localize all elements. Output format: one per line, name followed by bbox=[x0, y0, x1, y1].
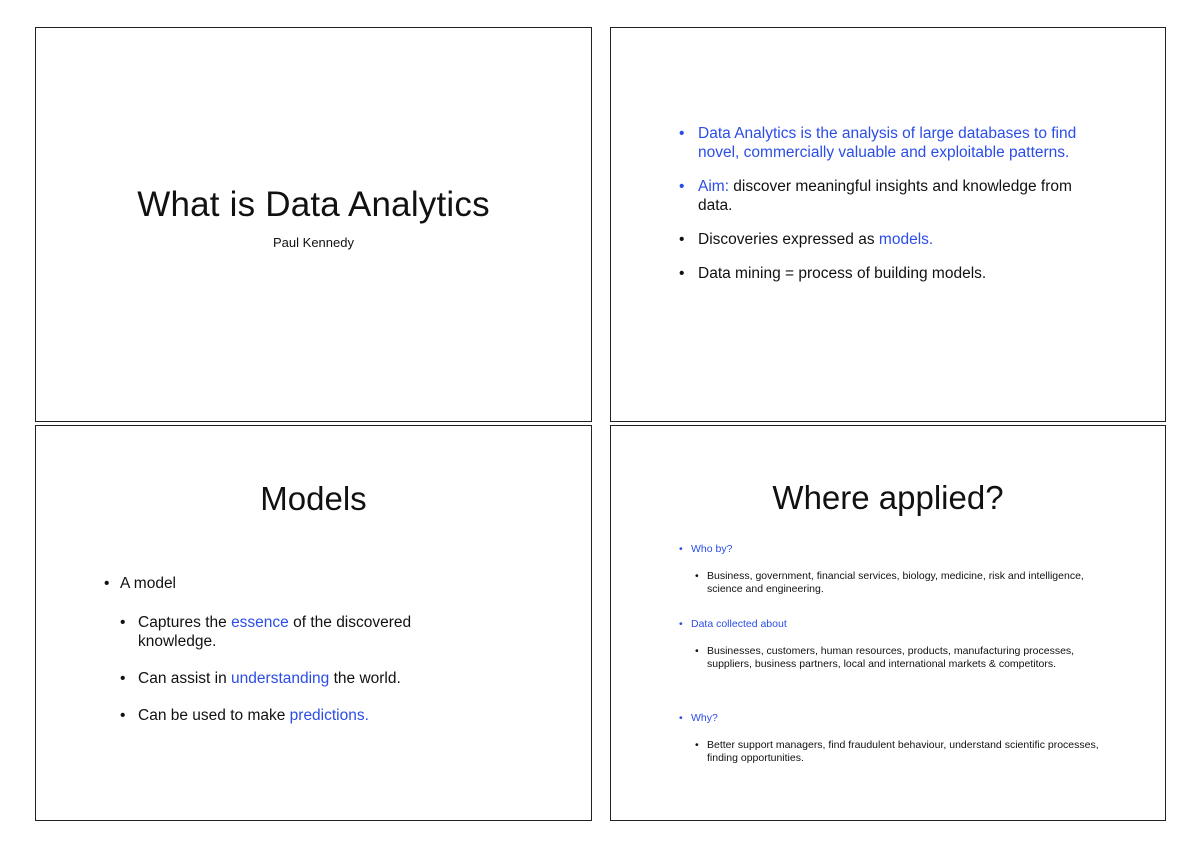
bullet-icon: • bbox=[679, 618, 683, 630]
list-item bbox=[679, 177, 1099, 215]
definition-list bbox=[679, 124, 1099, 298]
list-item bbox=[120, 613, 468, 651]
section-body-text: Businesses, customers, human resources, products, manufacturing processes, suppliers, business partners, local and international markets & competitors. bbox=[707, 645, 1075, 670]
bullet-icon: • bbox=[679, 178, 685, 195]
aim-label: Aim: bbox=[698, 178, 729, 195]
section-who-by bbox=[679, 542, 1119, 595]
bullet-icon: • bbox=[695, 645, 699, 657]
list-item bbox=[120, 669, 468, 688]
section-body-text: Business, government, financial services, biology, medicine, risk and intelligence, science and engineering. bbox=[707, 570, 1084, 595]
section-heading bbox=[679, 617, 1119, 631]
section-body bbox=[695, 570, 1105, 595]
section-heading-text: Data collected about bbox=[691, 618, 787, 630]
section-body bbox=[695, 645, 1105, 670]
bullet-icon: • bbox=[679, 543, 683, 555]
subitem-text: the world. bbox=[329, 670, 401, 687]
slide-definition bbox=[610, 27, 1166, 422]
slide-where-applied-heading: Where applied? bbox=[772, 479, 1004, 516]
slide-title-heading: What is Data Analytics bbox=[137, 185, 490, 224]
models-sublist bbox=[120, 613, 504, 725]
list-item bbox=[679, 124, 1099, 162]
section-heading bbox=[679, 542, 1119, 556]
predictions-highlight: predictions. bbox=[289, 707, 369, 724]
essence-highlight: essence bbox=[231, 614, 289, 631]
list-item bbox=[679, 264, 1099, 283]
bullet-icon: • bbox=[679, 712, 683, 724]
list-item bbox=[120, 706, 468, 725]
section-heading bbox=[679, 711, 1119, 725]
bullet-icon: • bbox=[679, 265, 685, 282]
section-data-collected bbox=[679, 617, 1119, 670]
data-mining-text: Data mining = process of building models. bbox=[698, 265, 987, 282]
slide-models-heading: Models bbox=[260, 480, 367, 517]
slide-models bbox=[35, 425, 592, 821]
models-list bbox=[104, 574, 504, 743]
bullet-icon: • bbox=[120, 707, 126, 724]
list-item bbox=[679, 230, 1099, 249]
section-body bbox=[695, 739, 1105, 764]
list-item bbox=[104, 574, 504, 725]
subitem-text: Can assist in bbox=[138, 670, 232, 687]
definition-text: Data Analytics is the analysis of large databases to find novel, commercially valuable and exploitable patterns. bbox=[698, 125, 1077, 161]
bullet-icon: • bbox=[695, 570, 699, 582]
bullet-icon: • bbox=[695, 739, 699, 751]
bullet-icon: • bbox=[104, 575, 110, 592]
section-heading-text: Who by? bbox=[691, 543, 733, 555]
model-item-text: A model bbox=[120, 575, 177, 592]
section-why bbox=[679, 711, 1119, 764]
bullet-icon: • bbox=[679, 231, 685, 248]
slide-title bbox=[35, 27, 592, 422]
bullet-icon: • bbox=[120, 670, 126, 687]
aim-text: discover meaningful insights and knowledge from data. bbox=[698, 178, 1072, 214]
understanding-highlight: understanding bbox=[231, 670, 330, 687]
subitem-text: of the discovered knowledge. bbox=[138, 614, 412, 650]
slide-where-applied bbox=[610, 425, 1166, 821]
discoveries-text: Discoveries expressed as bbox=[698, 231, 879, 248]
subitem-text: Captures the bbox=[138, 614, 232, 631]
bullet-icon: • bbox=[120, 614, 126, 631]
section-body-text: Better support managers, find fraudulent behaviour, understand scientific processes, finding opportunities. bbox=[707, 739, 1099, 764]
models-highlight: models. bbox=[878, 231, 934, 248]
subitem-text: Can be used to make bbox=[138, 707, 290, 724]
bullet-icon: • bbox=[679, 125, 685, 142]
slide-author: Paul Kennedy bbox=[273, 235, 354, 250]
section-heading-text: Why? bbox=[691, 712, 718, 724]
